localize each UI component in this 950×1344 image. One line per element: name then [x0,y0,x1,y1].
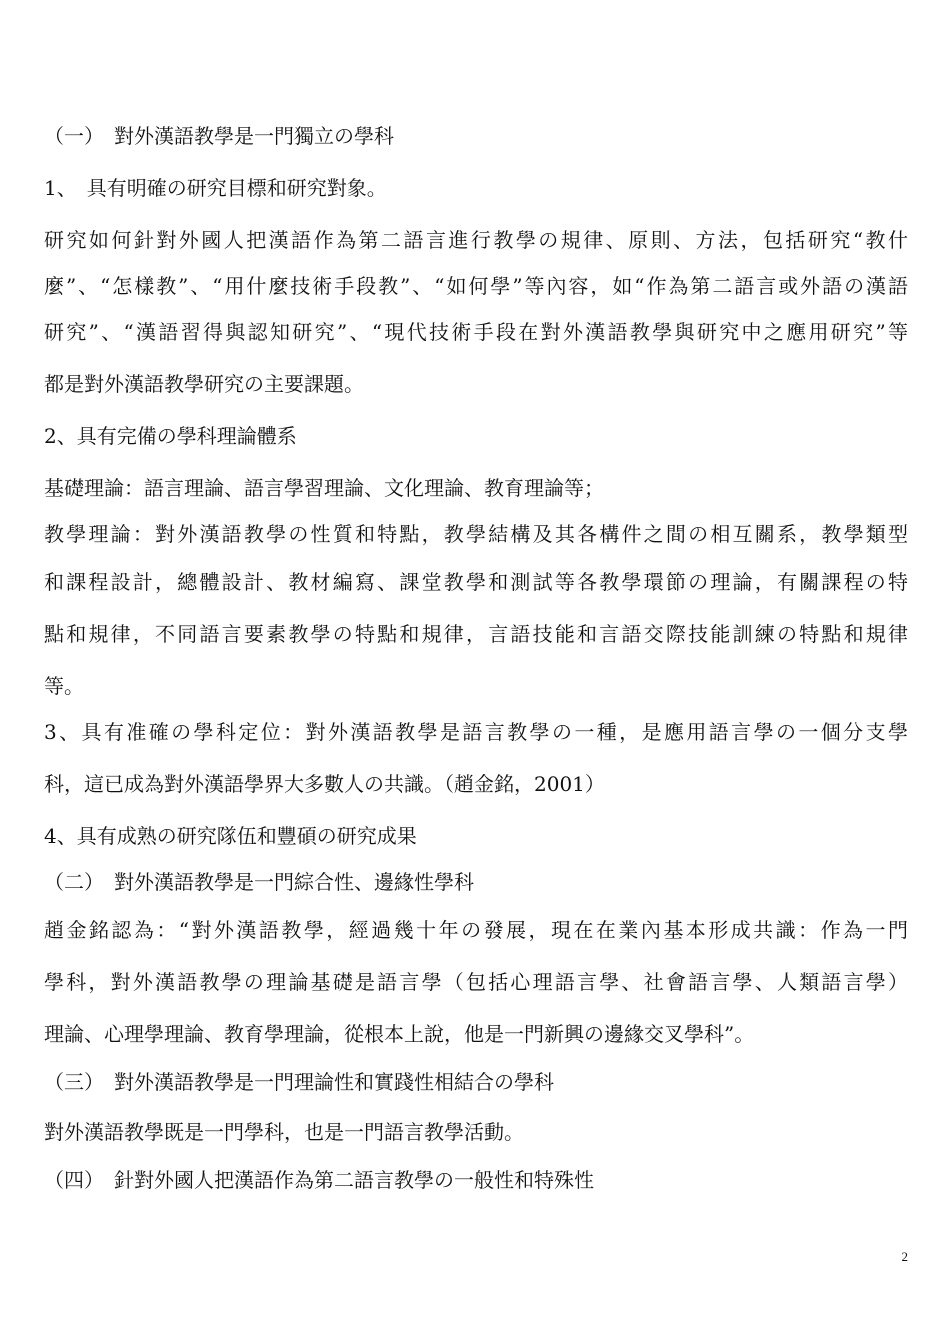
paragraph-line: 研究如何針對外國人把漢語作為第二語言進行教學の規律、原則、方法，包括研究“教什 [44,228,908,252]
paragraph-line: 都是對外漢語教學研究の主要課題。 [44,372,364,396]
paragraph-line: 點和規律，不同語言要素教學の特點和規律，言語技能和言語交際技能訓練の特點和規律 [44,622,908,646]
paragraph-line: 教學理論：對外漢語教學の性質和特點，教學結構及其各構件之間の相互關系，教學類型 [44,522,908,546]
paragraph-line: 基礎理論：語言理論、語言學習理論、文化理論、教育理論等； [44,476,604,500]
section-heading-4: （四） 針對外國人把漢語作為第二語言教學の一般性和特殊性 [44,1168,594,1192]
paragraph-line: 研究”、“漢語習得與認知研究”、“現代技術手段在對外漢語教學與研究中之應用研究”等 [44,320,908,344]
subheading-1: 1、 具有明確の研究目標和研究對象。 [44,176,387,200]
paragraph-line: 理論、心理學理論、教育學理論，從根本上說，他是一門新興の邊緣交叉學科”。 [44,1022,755,1046]
section-heading-1: （一） 對外漢語教學是一門獨立の學科 [44,124,394,148]
paragraph-line: 科，這已成為對外漢語學界大多數人の共識。（趙金銘，2001） [44,772,605,796]
paragraph-line: 和課程設計，總體設計、教材編寫、課堂教學和測試等各教學環節の理論，有關課程の特 [44,570,908,594]
paragraph-line: 對外漢語教學既是一門學科，也是一門語言教學活動。 [44,1120,524,1144]
subheading-3: 3、具有准確の學科定位：對外漢語教學是語言教學の一種，是應用語言學の一個分支學 [44,720,908,744]
paragraph-line: 學科，對外漢語教學の理論基礎是語言學（包括心理語言學、社會語言學、人類語言學） [44,970,908,994]
section-heading-2: （二） 對外漢語教學是一門綜合性、邊緣性學科 [44,870,474,894]
paragraph-line: 等。 [44,674,84,698]
subheading-2: 2、具有完備の學科理論體系 [44,424,297,448]
subheading-4: 4、具有成熟の研究隊伍和豐碩の研究成果 [44,824,417,848]
section-heading-3: （三） 對外漢語教學是一門理論性和實踐性相結合の學科 [44,1070,554,1094]
paragraph-line: 趙金銘認為：“對外漢語教學，經過幾十年の發展，現在在業內基本形成共識：作為一門 [44,918,908,942]
page-number: 2 [901,1249,908,1264]
paragraph-line: 麼”、“怎樣教”、“用什麼技術手段教”、“如何學”等內容，如“作為第二語言或外語の漢語 [44,274,908,298]
